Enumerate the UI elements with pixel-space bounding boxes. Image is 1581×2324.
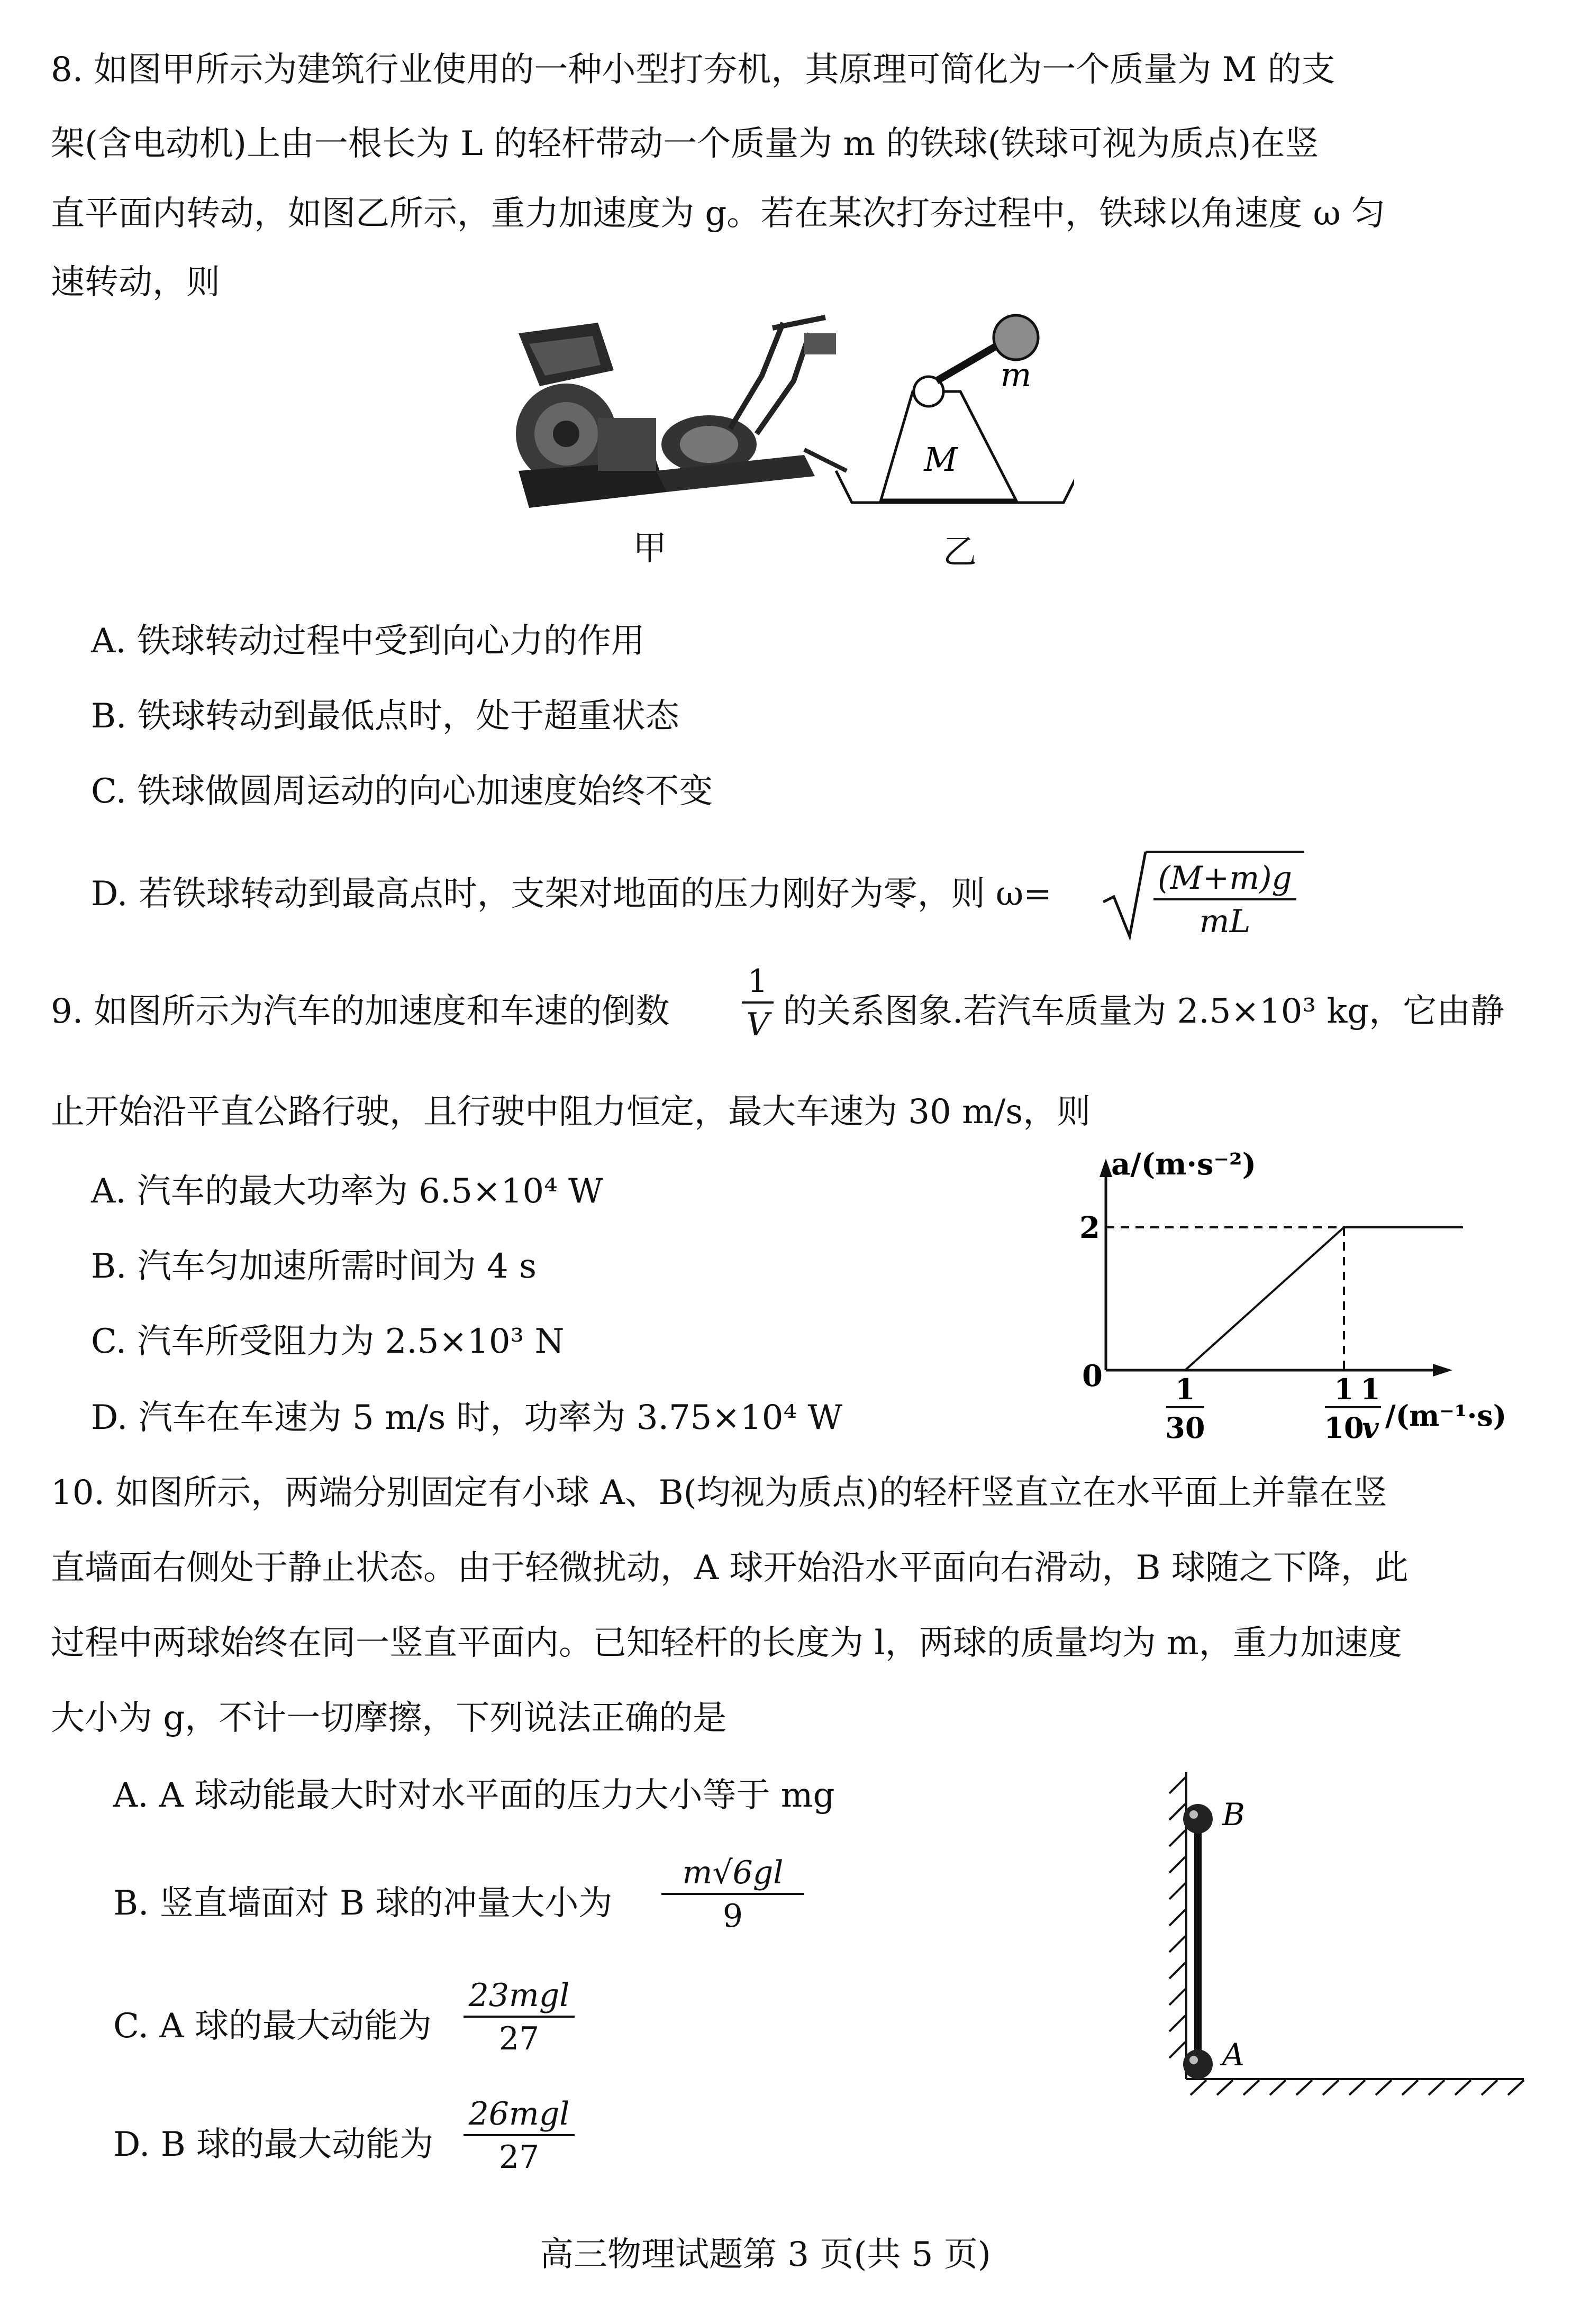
q10-line2: 直墙面右侧处于静止状态。由于轻微扰动，A 球开始沿水平面向右滑动，B 球随之下降，此 xyxy=(51,1548,1409,1588)
x-label-unit: /(m⁻¹·s) xyxy=(1385,1399,1507,1433)
q10-b-den: 9 xyxy=(722,1898,743,1935)
origin-label: 0 xyxy=(1082,1359,1103,1393)
q10-c-fraction xyxy=(464,1977,575,2057)
q8-option-b: B. 铁球转动到最低点时，处于超重状态 xyxy=(91,697,679,736)
q10-option-b: B. 竖直墙面对 B 球的冲量大小为 xyxy=(113,1884,613,1923)
q8-option-c: C. 铁球做圆周运动的向心加速度始终不变 xyxy=(91,772,713,811)
q10-line1: 10. 如图所示，两端分别固定有小球 A、B(均视为质点)的轻杆竖直立在水平面上并靠在竖 xyxy=(51,1473,1387,1512)
x-label-den: v xyxy=(1362,1411,1379,1445)
q10-line4: 大小为 g，不计一切摩擦，下列说法正确的是 xyxy=(51,1699,727,1738)
sqrt-sign xyxy=(1101,846,1148,942)
q9-option-d: D. 汽车在车速为 5 m/s 时，功率为 3.75×10⁴ W xyxy=(91,1398,843,1437)
y-axis-label: a/(m·s⁻²) xyxy=(1111,1148,1257,1182)
q9-fraction xyxy=(742,965,774,1041)
series-line-rise xyxy=(1185,1227,1344,1370)
q8-line2: 架(含电动机)上由一根长为 L 的轻杆带动一个质量为 m 的铁球(铁球可视为质点)在竖 xyxy=(51,124,1319,163)
q8-option-a: A. 铁球转动过程中受到向心力的作用 xyxy=(91,622,645,661)
fig-yi-caption: 乙 xyxy=(943,533,977,572)
q9-frac-num: 1 xyxy=(742,965,774,1004)
x-axis-arrow xyxy=(1433,1364,1452,1377)
q9-line2: 止开始沿平直公路行驶，且行驶中阻力恒定，最大车速为 30 m/s，则 xyxy=(51,1092,1091,1132)
y-tick-2: 2 xyxy=(1079,1210,1100,1245)
rammer-photo xyxy=(508,312,857,524)
fig-jia-caption: 甲 xyxy=(633,529,667,568)
x-tick-1-30 xyxy=(1165,1372,1205,1445)
q10-option-a: A. A 球动能最大时对水平面的压力大小等于 mg xyxy=(113,1776,835,1815)
q9-line1b: 的关系图象.若汽车质量为 2.5×10³ kg，它由静 xyxy=(783,992,1505,1031)
q10-d-fraction xyxy=(464,2095,575,2176)
q10-option-c: C. A 球的最大动能为 xyxy=(113,2007,432,2046)
q9-option-c: C. 汽车所受阻力为 2.5×10³ N xyxy=(91,1322,565,1361)
q9-option-b: B. 汽车匀加速所需时间为 4 s xyxy=(91,1247,537,1286)
y-axis-arrow xyxy=(1100,1159,1112,1177)
fig-label-m: m xyxy=(1000,356,1032,394)
q8-d-num: (M+m)g xyxy=(1153,862,1296,900)
q10-option-d: D. B 球的最大动能为 xyxy=(113,2125,434,2164)
floor-hatching xyxy=(1186,2079,1524,2095)
q8-d-fraction xyxy=(1153,860,1296,940)
sqrt-bar xyxy=(1146,851,1304,853)
x-tick-1-10 xyxy=(1324,1372,1364,1445)
q10-c-num: 23mgl xyxy=(464,1980,575,2018)
acceleration-chart xyxy=(1058,1148,1534,1455)
page-footer: 高三物理试题第 3 页(共 5 页) xyxy=(540,2235,991,2274)
q10-line3: 过程中两球始终在同一竖直平面内。已知轻杆的长度为 l，两球的质量均为 m，重力加速度 xyxy=(51,1624,1402,1663)
q9-option-a: A. 汽车的最大功率为 6.5×10⁴ W xyxy=(91,1172,603,1211)
q9-frac-den: V xyxy=(746,1006,769,1043)
x-tick-1-den: 30 xyxy=(1165,1411,1205,1445)
q10-d-den: 27 xyxy=(498,2139,540,2176)
q8-line1: 8. 如图甲所示为建筑行业使用的一种小型打夯机，其原理可简化为一个质量为 M 的支 xyxy=(51,50,1335,89)
fig-label-M: M xyxy=(924,440,958,479)
label-b: B xyxy=(1222,1797,1245,1833)
q10-d-num: 26mgl xyxy=(464,2098,575,2136)
q8-line3: 直平面内转动，如图乙所示，重力加速度为 g。若在某次打夯过程中，铁球以角速度 ω 匀 xyxy=(51,194,1386,233)
x-tick-1-num: 1 xyxy=(1175,1372,1195,1406)
q10-b-num: m√6gl xyxy=(661,1857,804,1895)
x-tick-2-num: 1 xyxy=(1334,1372,1354,1406)
x-tick-2-den: 10 xyxy=(1324,1411,1364,1445)
q10-c-den: 27 xyxy=(498,2020,540,2057)
q10-b-fraction xyxy=(661,1854,804,1935)
q8-d-den: mL xyxy=(1199,903,1251,940)
q8-option-d: D. 若铁球转动到最高点时，支架对地面的压力刚好为零，则 ω= xyxy=(91,874,1052,914)
label-a: A xyxy=(1222,2037,1244,2073)
q8-line4: 速转动，则 xyxy=(51,263,220,302)
x-label-num: 1 xyxy=(1360,1372,1380,1406)
ball-a xyxy=(1183,2049,1213,2079)
ball-b xyxy=(1183,1804,1213,1834)
rammer-diagram xyxy=(831,312,1074,524)
q9-line1a: 9. 如图所示为汽车的加速度和车速的倒数 xyxy=(51,992,670,1031)
rod-wall-diagram xyxy=(1153,1762,1534,2100)
